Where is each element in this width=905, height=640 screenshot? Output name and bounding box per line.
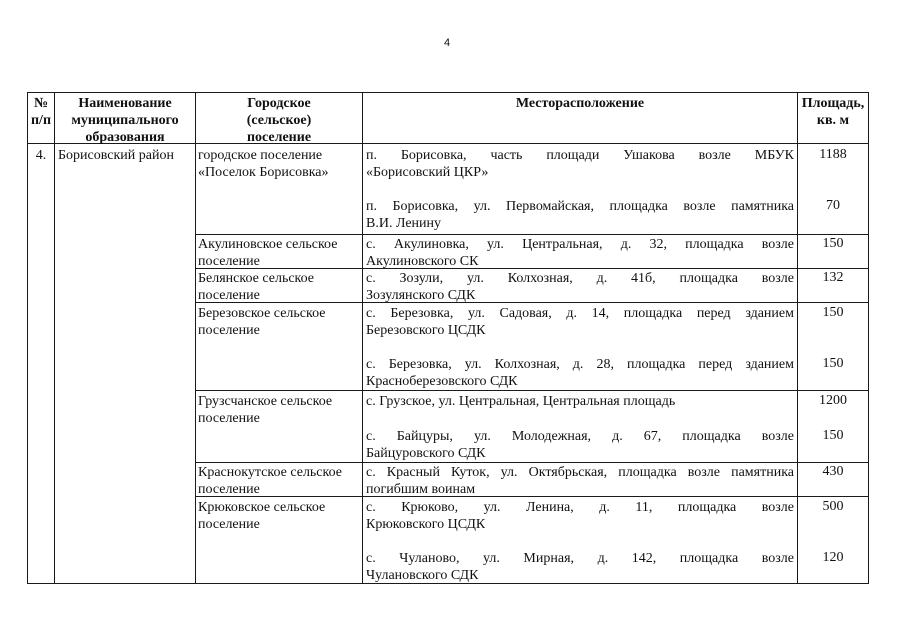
area-value: 150: [822, 428, 844, 443]
page-number: 4: [444, 37, 451, 49]
header-settlement: Городское (сельское) поселение: [246, 96, 312, 145]
municipality-name: Борисовский район: [58, 148, 174, 163]
area-value: 120: [822, 550, 844, 565]
area-value: 430: [822, 464, 844, 479]
header-location: Месторасположение: [515, 96, 645, 111]
location-entry: с. Грузское, ул. Центральная, Центральная площадь: [366, 394, 676, 409]
header-municipality: Наименование муниципального образования: [71, 96, 179, 145]
settlement-name: Акулиновское сельское поселение: [198, 237, 338, 269]
location-entry: с. Березовка, ул. Садовая, д. 14, площадка перед зданием Березовского ЦСДК: [366, 306, 794, 338]
area-value: 150: [822, 356, 844, 371]
row-number: 4.: [35, 148, 47, 163]
area-value: 500: [822, 499, 844, 514]
settlement-name: Белянское сельское поселение: [198, 271, 315, 303]
location-entry: с. Чуланово, ул. Мирная, д. 142, площадка возле Чулановского СДК: [366, 551, 794, 583]
settlement-name: Краснокутское сельское поселение: [198, 465, 342, 497]
settlement-name: Березовское сельское поселение: [198, 306, 326, 338]
location-entry: п. Борисовка, часть площади Ушакова возле МБУК «Борисовский ЦКР»: [366, 148, 794, 180]
location-entry: с. Березовка, ул. Колхозная, д. 28, площадка перед зданием Красноберезовского СДК: [366, 357, 794, 389]
header-area: Площадь, кв. м: [801, 96, 865, 128]
settlement-name: Грузсчанское сельское поселение: [198, 394, 333, 426]
location-entry: п. Борисовка, ул. Первомайская, площадка возле памятника В.И. Ленину: [366, 199, 794, 231]
location-entry: с. Крюково, ул. Ленина, д. 11, площадка возле Крюковского ЦСДК: [366, 500, 794, 532]
area-value: 150: [822, 236, 844, 251]
area-value: 1188: [819, 147, 847, 162]
location-entry: с. Акулиновка, ул. Центральная, д. 32, площадка возле Акулиновского СК: [366, 237, 794, 269]
area-value: 150: [822, 305, 844, 320]
location-entry: с. Зозули, ул. Колхозная, д. 41б, площадка возле Зозулянского СДК: [366, 271, 794, 303]
area-value: 132: [822, 270, 844, 285]
area-value: 70: [826, 198, 840, 213]
settlement-name: Крюковское сельское поселение: [198, 500, 326, 532]
location-entry: с. Красный Куток, ул. Октябрьская, площадка возле памятника погибшим воинам: [366, 465, 794, 497]
header-no: № п/п: [30, 96, 52, 128]
area-value: 1200: [819, 393, 847, 408]
settlement-name: городское поселение «Поселок Борисовка»: [198, 148, 329, 180]
location-entry: с. Байцуры, ул. Молодежная, д. 67, площадка возле Байцуровского СДК: [366, 429, 794, 461]
